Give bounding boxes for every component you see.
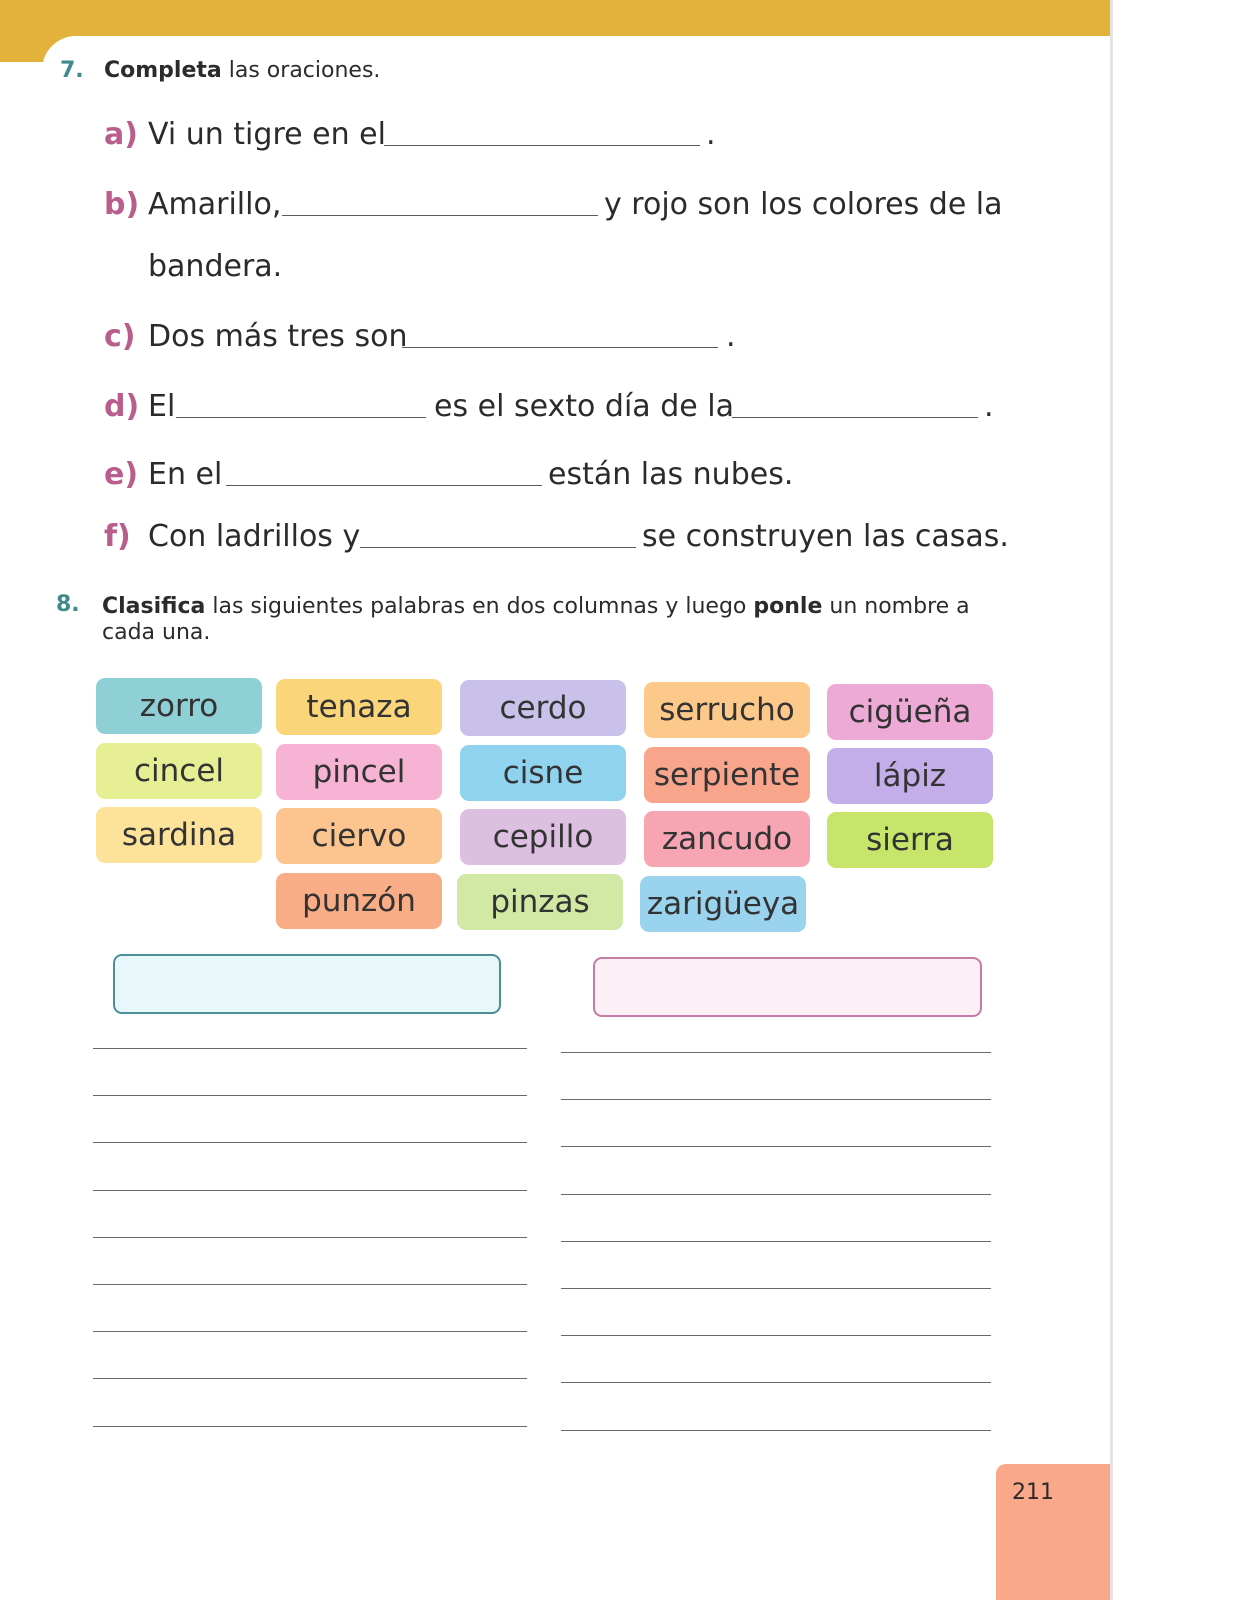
exercise-8-instruction [102, 594, 1002, 646]
exercise-7-instruction [104, 58, 380, 84]
column-2-name-box[interactable] [593, 957, 982, 1017]
sentence-b-letter: b) [104, 187, 140, 222]
sentence-b-text-2: y rojo son los colores de la [604, 187, 1003, 222]
exercise-7-instruction-bold: Completa [104, 58, 222, 83]
exercise-8-instruction-bold-2: ponle [753, 594, 823, 619]
sentence-c-letter: c) [104, 319, 136, 354]
exercise-8-instruction-mid: las siguientes palabras en dos columnas y luego [205, 594, 754, 619]
exercise-7-number: 7. [60, 58, 84, 83]
writing-line[interactable] [93, 1284, 527, 1285]
sentence-c [104, 310, 1004, 360]
writing-line[interactable] [561, 1052, 991, 1053]
page-edge [1110, 0, 1113, 1600]
word-tile: cincel [96, 743, 262, 799]
sentence-b [104, 178, 1004, 228]
sentence-e-letter: e) [104, 457, 139, 492]
sentence-e [104, 448, 1004, 498]
sentence-d [104, 380, 1004, 430]
writing-line[interactable] [93, 1142, 527, 1143]
sentence-f-text-1: Con ladrillos y [148, 519, 361, 554]
sentence-e-text-1: En el [148, 457, 223, 492]
writing-line[interactable] [93, 1095, 527, 1096]
sentence-d-text-1: El [148, 389, 176, 424]
sentence-f-blank[interactable] [360, 547, 636, 548]
writing-line[interactable] [561, 1335, 991, 1336]
word-tile: zancudo [644, 811, 810, 867]
sentence-a-period: . [706, 117, 716, 152]
sentence-b-continuation [104, 240, 504, 290]
writing-line[interactable] [93, 1378, 527, 1379]
writing-line[interactable] [561, 1241, 991, 1242]
writing-line[interactable] [561, 1382, 991, 1383]
sentence-a-text: Vi un tigre en el [148, 117, 386, 152]
writing-line[interactable] [93, 1331, 527, 1332]
sentence-b-blank[interactable] [282, 215, 598, 216]
exercise-8-instruction-end: un nombre a [822, 594, 970, 619]
sentence-d-blank-1[interactable] [176, 417, 426, 418]
exercise-8-instruction-line-2: cada una. [102, 620, 211, 645]
sentence-f-text-2: se construyen las casas. [642, 519, 1009, 554]
page-number: 211 [1012, 1480, 1054, 1505]
word-tile: pinzas [457, 874, 623, 930]
exercise-8-number: 8. [56, 592, 80, 617]
sentence-a [104, 108, 1004, 158]
sentence-d-period: . [984, 389, 994, 424]
writing-line[interactable] [561, 1194, 991, 1195]
writing-line[interactable] [93, 1237, 527, 1238]
sentence-d-text-2: es el sexto día de la [434, 389, 734, 424]
sentence-d-blank-2[interactable] [732, 417, 978, 418]
sentence-f [104, 510, 1009, 560]
writing-line[interactable] [93, 1426, 527, 1427]
word-tile: zorro [96, 678, 262, 734]
word-tile: cisne [460, 745, 626, 801]
writing-line[interactable] [93, 1048, 527, 1049]
word-tile: pincel [276, 744, 442, 800]
sentence-c-period: . [726, 319, 736, 354]
sentence-e-text-2: están las nubes. [548, 457, 794, 492]
sentence-b-text-3: bandera. [148, 249, 283, 284]
sentence-c-text: Dos más tres son [148, 319, 408, 354]
word-tile: serrucho [644, 682, 810, 738]
word-tile: zarigüeya [640, 876, 806, 932]
exercise-7-instruction-rest: las oraciones. [221, 58, 381, 83]
sentence-e-blank[interactable] [226, 485, 542, 486]
word-tile: ciervo [276, 808, 442, 864]
sentence-d-letter: d) [104, 389, 140, 424]
word-tile: cerdo [460, 680, 626, 736]
word-tile: serpiente [644, 747, 810, 803]
word-tile: sardina [96, 807, 262, 863]
word-tile: lápiz [827, 748, 993, 804]
writing-line[interactable] [561, 1430, 991, 1431]
word-tile: tenaza [276, 679, 442, 735]
word-tile: sierra [827, 812, 993, 868]
writing-line[interactable] [561, 1099, 991, 1100]
sentence-f-letter: f) [104, 519, 131, 554]
word-tile: cigüeña [827, 684, 993, 740]
word-tile: punzón [276, 873, 442, 929]
sentence-a-letter: a) [104, 117, 138, 152]
writing-line[interactable] [561, 1288, 991, 1289]
sentence-a-blank[interactable] [384, 145, 700, 146]
writing-line[interactable] [561, 1146, 991, 1147]
exercise-8-instruction-bold-1: Clasifica [102, 594, 206, 619]
column-1-name-box[interactable] [113, 954, 501, 1014]
word-tile: cepillo [460, 809, 626, 865]
sentence-b-text-1: Amarillo, [148, 187, 282, 222]
sentence-c-blank[interactable] [402, 347, 718, 348]
writing-line[interactable] [93, 1190, 527, 1191]
